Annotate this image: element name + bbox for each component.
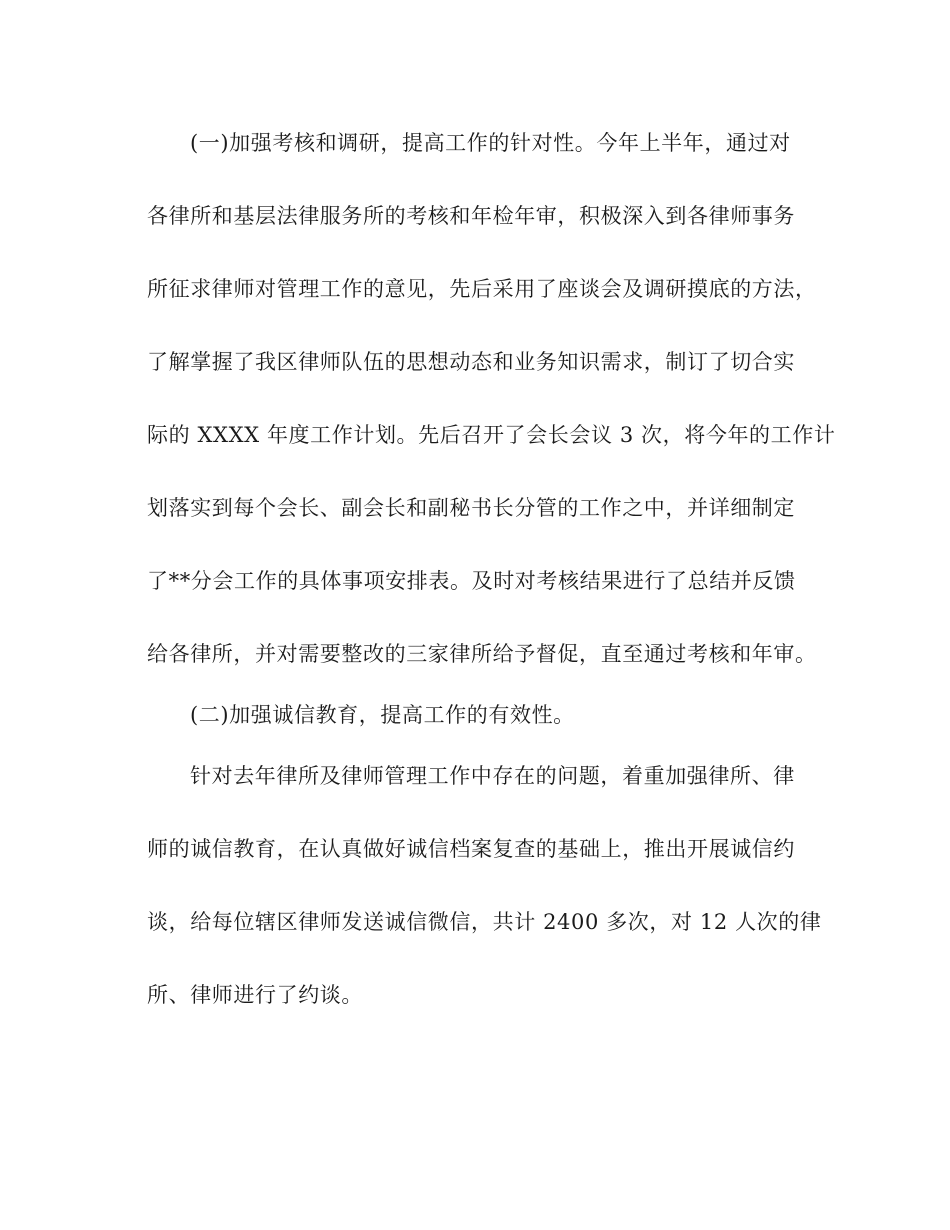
text-line: 了**分会工作的具体事项安排表。及时对考核结果进行了总结并反馈 xyxy=(147,569,796,593)
text-line: 划落实到每个会长、副会长和副秘书长分管的工作之中，并详细制定 xyxy=(147,496,795,520)
section-heading: (二)加强诚信教育，提高工作的有效性。 xyxy=(190,703,575,727)
text-line: 际的 XXXX 年度工作计划。先后召开了会长会议 3 次，将今年的工作计 xyxy=(147,423,836,447)
text-line: 各律所和基层法律服务所的考核和年检年审，积极深入到各律师事务 xyxy=(147,204,795,228)
text-line: (一)加强考核和调研，提高工作的针对性。今年上半年，通过对 xyxy=(190,131,791,155)
text-line: 师的诚信教育，在认真做好诚信档案复查的基础上，推出开展诚信约 xyxy=(147,837,795,861)
text-line: 给各律所，并对需要整改的三家律所给予督促，直至通过考核和年审。 xyxy=(147,642,817,666)
text-line: 谈，给每位辖区律师发送诚信微信，共计 2400 多次，对 12 人次的律 xyxy=(147,910,822,934)
text-line: 所、律师进行了约谈。 xyxy=(147,983,363,1007)
text-line: 针对去年律所及律师管理工作中存在的问题，着重加强律所、律 xyxy=(190,764,795,788)
text-line: 所征求律师对管理工作的意见，先后采用了座谈会及调研摸底的方法， xyxy=(147,277,817,301)
text-line: 了解掌握了我区律师队伍的思想动态和业务知识需求，制订了切合实 xyxy=(147,350,795,374)
